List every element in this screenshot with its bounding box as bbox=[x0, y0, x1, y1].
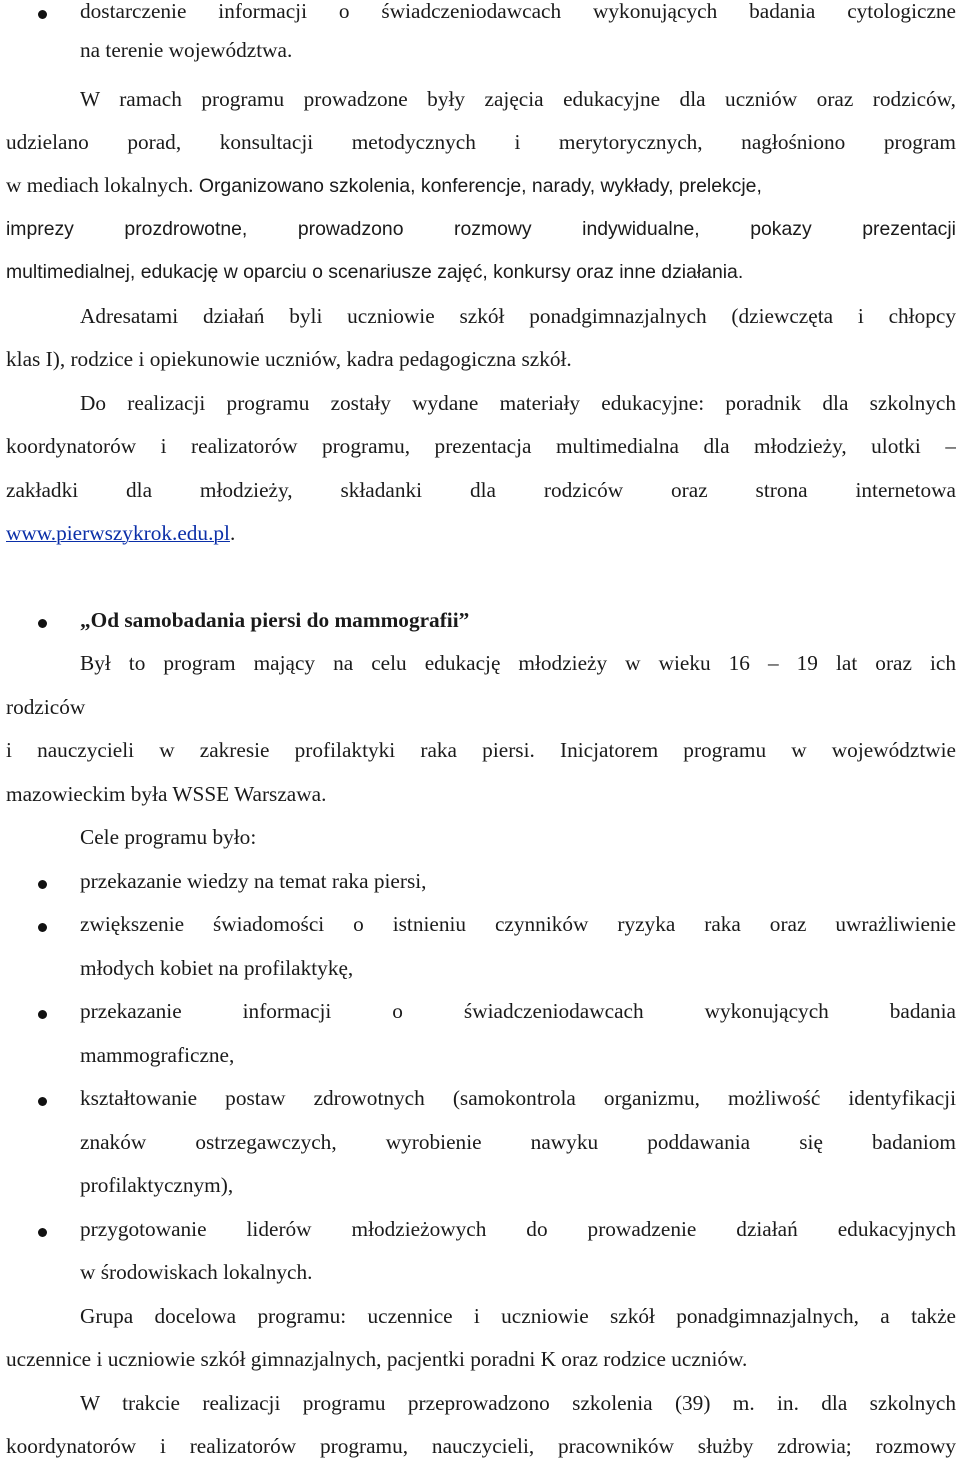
website-link[interactable]: www.pierwszykrok.edu.pl bbox=[6, 521, 230, 545]
paragraph-line: multimedialnej, edukację w oparciu o scenariusze zajęć, konkursy oraz inne działania. bbox=[6, 261, 744, 283]
goal-item-text: kształtowanie postaw zdrowotnych (samokontrola organizmu, możliwość identyfikacji bbox=[80, 1086, 956, 1110]
paragraph-line: Adresatami działań byli uczniowie szkół ponadgimnazjalnych (dziewczęta i chłopcy bbox=[80, 304, 956, 328]
paragraph-text: w mediach lokalnych. bbox=[6, 173, 194, 197]
paragraph-line: Grupa docelowa programu: uczennice i uczniowie szkół ponadgimnazjalnych, a także bbox=[80, 1304, 956, 1328]
paragraph-line: W ramach programu prowadzone były zajęcia edukacyjne dla uczniów oraz rodziców, bbox=[80, 87, 956, 111]
paragraph-line: W trakcie realizacji programu przeprowadzono szkolenia (39) m. in. dla szkolnych bbox=[80, 1391, 956, 1415]
goal-item-text: zwiększenie świadomości o istnieniu czynników ryzyka raka oraz uwrażliwienie bbox=[80, 912, 956, 936]
bullet-icon bbox=[38, 1097, 47, 1106]
paragraph-line: rodziców bbox=[6, 695, 86, 719]
goal-item-text: znaków ostrzegawczych, wyrobienie nawyku poddawania się badaniom bbox=[80, 1130, 956, 1154]
paragraph-line: Był to program mający na celu edukację młodzieży w wieku 16 – 19 lat oraz ich bbox=[80, 651, 956, 675]
bullet-icon bbox=[38, 1010, 47, 1019]
paragraph-line: imprezy prozdrowotne, prowadzono rozmowy indywidualne, pokazy prezentacji bbox=[6, 218, 956, 240]
paragraph-line: udzielano porad, konsultacji metodycznych i merytorycznych, nagłośniono program bbox=[6, 130, 956, 154]
goal-item-text: przekazanie informacji o świadczeniodawcach wykonujących badania bbox=[80, 999, 956, 1023]
website-line bbox=[6, 518, 956, 548]
website-suffix: . bbox=[229, 521, 236, 545]
bullet-icon bbox=[38, 619, 47, 628]
goal-item-text: młodych kobiet na profilaktykę, bbox=[80, 956, 354, 980]
paragraph-line: klas I), rodzice i opiekunowie uczniów, kadra pedagogiczna szkół. bbox=[6, 347, 572, 371]
bullet-icon bbox=[38, 10, 47, 19]
goal-item-text: profilaktycznym), bbox=[80, 1173, 234, 1197]
paragraph-line: koordynatorów i realizatorów programu, nauczycieli, pracowników służby zdrowia; rozmowy bbox=[6, 1434, 956, 1458]
goals-heading: Cele programu było: bbox=[80, 825, 257, 849]
goal-item-text: w środowiskach lokalnych. bbox=[80, 1260, 313, 1284]
goal-item-text: przygotowanie liderów młodzieżowych do prowadzenie działań edukacyjnych bbox=[80, 1217, 956, 1241]
paragraph-text-sans: Organizowano szkolenia, konferencje, narady, wykłady, prelekcje, bbox=[193, 175, 762, 197]
paragraph-line: uczennice i uczniowie szkół gimnazjalnych, pacjentki poradni K oraz rodzice uczniów. bbox=[6, 1347, 748, 1371]
list-item-text: dostarczenie informacji o świadczeniodawcach wykonujących badania cytologiczne bbox=[80, 0, 956, 23]
paragraph-line: zakładki dla młodzieży, składanki dla rodziców oraz strona internetowa bbox=[6, 478, 956, 502]
bullet-icon bbox=[38, 880, 47, 889]
paragraph-line: koordynatorów i realizatorów programu, prezentacja multimedialna dla młodzieży, ulotki – bbox=[6, 434, 956, 458]
paragraph-line: i nauczycieli w zakresie profilaktyki raka piersi. Inicjatorem programu w województwie bbox=[6, 738, 956, 762]
section-title: „Od samobadania piersi do mammografii” bbox=[80, 608, 470, 632]
goal-item-text: mammograficzne, bbox=[80, 1043, 235, 1067]
goal-item-text: przekazanie wiedzy na temat raka piersi, bbox=[80, 869, 427, 893]
paragraph-line bbox=[6, 170, 956, 200]
paragraph-line: mazowieckim była WSSE Warszawa. bbox=[6, 782, 327, 806]
list-item-text: na terenie województwa. bbox=[80, 38, 293, 62]
bullet-icon bbox=[38, 923, 47, 932]
paragraph-line: Do realizacji programu zostały wydane materiały edukacyjne: poradnik dla szkolnych bbox=[80, 391, 956, 415]
bullet-icon bbox=[38, 1228, 47, 1237]
